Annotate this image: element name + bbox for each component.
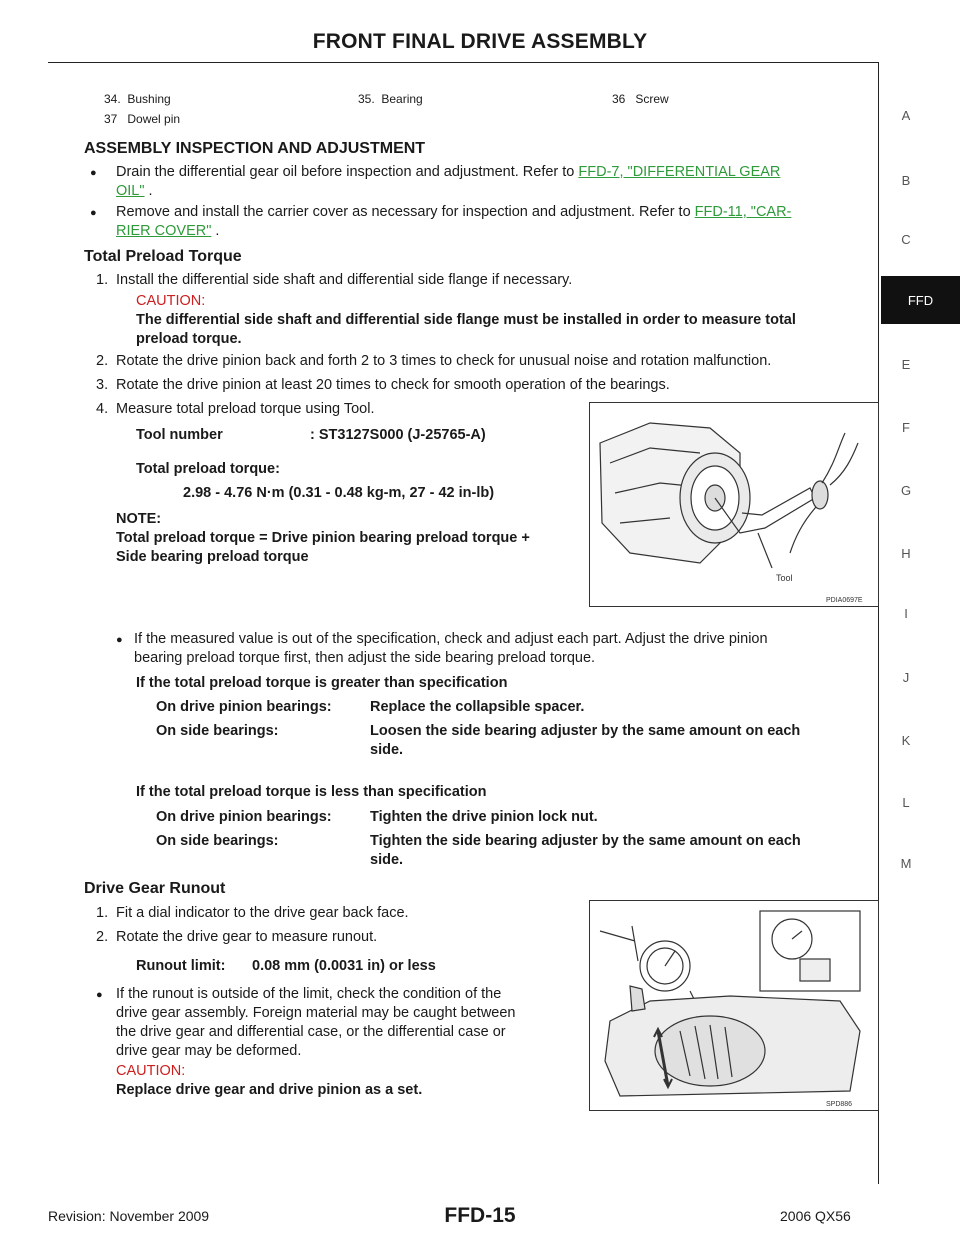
bullet-text-cont: drive gear assembly. Foreign material may be caught between bbox=[116, 1005, 516, 1021]
section-heading-total-preload-torque: Total Preload Torque bbox=[84, 248, 242, 265]
bullet-text: Drain the differential gear oil before inspection and adjustment. Refer to FFD-7, "DIFFERENTIAL GEAR bbox=[116, 164, 781, 180]
caution-text-cont: preload torque. bbox=[136, 331, 242, 347]
side-tab-b[interactable]: B bbox=[901, 173, 911, 188]
step-number: 2. bbox=[96, 353, 109, 369]
tool-number-value: : ST3127S000 (J-25765-A) bbox=[310, 427, 486, 443]
footer-revision: Revision: November 2009 bbox=[48, 1208, 210, 1224]
side-tab-k[interactable]: K bbox=[901, 733, 911, 748]
bullet-text-cont: OIL" . bbox=[116, 183, 153, 199]
section-heading-assembly-inspection: ASSEMBLY INSPECTION AND ADJUSTMENT bbox=[84, 140, 426, 157]
page-number: FFD-15 bbox=[444, 1204, 516, 1227]
link-ffd-7-differential-gear-oil-cont[interactable]: OIL" bbox=[116, 183, 145, 199]
condition-row-label: On side bearings: bbox=[156, 723, 279, 739]
bullet-icon: ● bbox=[90, 167, 97, 179]
bullet-icon: ● bbox=[116, 634, 123, 646]
bullet-text-cont: drive gear may be deformed. bbox=[116, 1043, 302, 1059]
legend-item: 35. Bearing bbox=[358, 92, 423, 106]
caution-text: The differential side shaft and differential side flange must be installed in order to measure total bbox=[136, 312, 796, 328]
condition-row-value: Tighten the drive pinion lock nut. bbox=[370, 809, 598, 825]
caution-text: Replace drive gear and drive pinion as a set. bbox=[116, 1082, 423, 1098]
condition-row-value: Loosen the side bearing adjuster by the same amount on each bbox=[370, 723, 801, 739]
condition-row-value-cont: side. bbox=[370, 852, 404, 868]
footer-model: 2006 QX56 bbox=[780, 1208, 851, 1224]
step-number: 3. bbox=[96, 377, 109, 393]
side-tab-ffd-active[interactable]: FFD bbox=[881, 276, 960, 324]
side-tab-c[interactable]: C bbox=[901, 232, 911, 247]
side-tab-f[interactable]: F bbox=[902, 420, 910, 435]
step-text: Rotate the drive pinion at least 20 times to check for smooth operation of the bearings. bbox=[116, 377, 670, 393]
page-title: FRONT FINAL DRIVE ASSEMBLY bbox=[312, 30, 648, 53]
note-label: NOTE: bbox=[116, 511, 162, 527]
step-number: 1. bbox=[96, 905, 109, 921]
condition-row-value: Replace the collapsible spacer. bbox=[370, 699, 585, 715]
step-text: Install the differential side shaft and differential side flange if necessary. bbox=[116, 272, 573, 288]
condition-heading-less: If the total preload torque is less than specification bbox=[136, 784, 487, 800]
total-preload-torque-value: 2.98 - 4.76 N·m (0.31 - 0.48 kg-m, 27 - 42 in-lb) bbox=[183, 485, 495, 501]
runout-limit-value: 0.08 mm (0.0031 in) or less bbox=[252, 958, 436, 974]
step-number: 2. bbox=[96, 929, 109, 945]
side-tab-h[interactable]: H bbox=[901, 546, 911, 561]
step-number: 4. bbox=[96, 401, 109, 417]
bullet-text-cont: RIER COVER" . bbox=[116, 223, 220, 239]
bullet-text-cont: the drive gear and differential case, or the differential case or bbox=[116, 1024, 506, 1040]
figure-callout-tool: Tool bbox=[776, 573, 793, 583]
caution-label: CAUTION: bbox=[136, 293, 206, 309]
step-text: Rotate the drive gear to measure runout. bbox=[116, 929, 378, 945]
legend-item: 36 Screw bbox=[612, 92, 669, 106]
side-tab-g[interactable]: G bbox=[900, 483, 912, 498]
side-tab-m[interactable]: M bbox=[900, 856, 912, 871]
legend-item: 37 Dowel pin bbox=[104, 112, 181, 126]
header-rule bbox=[48, 62, 878, 63]
step-text: Fit a dial indicator to the drive gear back face. bbox=[116, 905, 409, 921]
side-tab-e[interactable]: E bbox=[901, 357, 911, 372]
legend-item: 34. Bushing bbox=[104, 92, 171, 106]
step-text: Rotate the drive pinion back and forth 2 to 3 times to check for unusual noise and rotation malfunction. bbox=[116, 353, 772, 369]
link-ffd-11-carrier-cover-cont[interactable]: RIER COVER" bbox=[116, 223, 212, 239]
caution-label: CAUTION: bbox=[116, 1063, 186, 1079]
bullet-text: If the measured value is out of the specification, check and adjust each part. Adjust the drive pinion bbox=[134, 631, 768, 647]
note-text-cont: Side bearing preload torque bbox=[116, 549, 309, 565]
total-preload-torque-label: Total preload torque: bbox=[136, 461, 280, 477]
preload-torque-illustration bbox=[590, 403, 878, 606]
side-tab-l[interactable]: L bbox=[902, 795, 910, 810]
figure-drive-gear-runout bbox=[589, 900, 879, 1111]
condition-row-label: On drive pinion bearings: bbox=[156, 809, 332, 825]
bullet-text-cont: bearing preload torque first, then adjust the side bearing preload torque. bbox=[134, 650, 596, 666]
bullet-icon: ● bbox=[90, 207, 97, 219]
side-tab-j[interactable]: J bbox=[902, 670, 910, 685]
runout-illustration bbox=[590, 901, 878, 1110]
bullet-icon: ● bbox=[96, 989, 103, 1001]
figure-id: PDIA0697E bbox=[826, 597, 863, 604]
condition-row-label: On drive pinion bearings: bbox=[156, 699, 332, 715]
side-tab-a[interactable]: A bbox=[901, 108, 911, 123]
step-number: 1. bbox=[96, 272, 109, 288]
tool-number-label: Tool number bbox=[136, 427, 223, 443]
link-ffd-7-differential-gear-oil[interactable]: FFD-7, "DIFFERENTIAL GEAR bbox=[578, 164, 781, 180]
runout-limit-label: Runout limit: bbox=[136, 958, 226, 974]
bullet-text: Remove and install the carrier cover as necessary for inspection and adjustment. Refer to FFD-11, "CAR- bbox=[116, 204, 792, 220]
step-text: Measure total preload torque using Tool. bbox=[116, 401, 375, 417]
figure-id: SPD886 bbox=[826, 1101, 853, 1108]
figure-preload-torque-tool bbox=[589, 402, 879, 607]
link-ffd-11-carrier-cover[interactable]: FFD-11, "CAR- bbox=[694, 204, 792, 220]
side-tab-i[interactable]: I bbox=[904, 606, 908, 621]
condition-row-value-cont: side. bbox=[370, 742, 404, 758]
condition-row-label: On side bearings: bbox=[156, 833, 279, 849]
condition-row-value: Tighten the side bearing adjuster by the same amount on each bbox=[370, 833, 801, 849]
note-text: Total preload torque = Drive pinion bearing preload torque + bbox=[116, 530, 530, 546]
condition-heading-greater: If the total preload torque is greater than specification bbox=[136, 675, 508, 691]
bullet-text: If the runout is outside of the limit, check the condition of the bbox=[116, 986, 502, 1002]
section-heading-drive-gear-runout: Drive Gear Runout bbox=[84, 880, 226, 897]
